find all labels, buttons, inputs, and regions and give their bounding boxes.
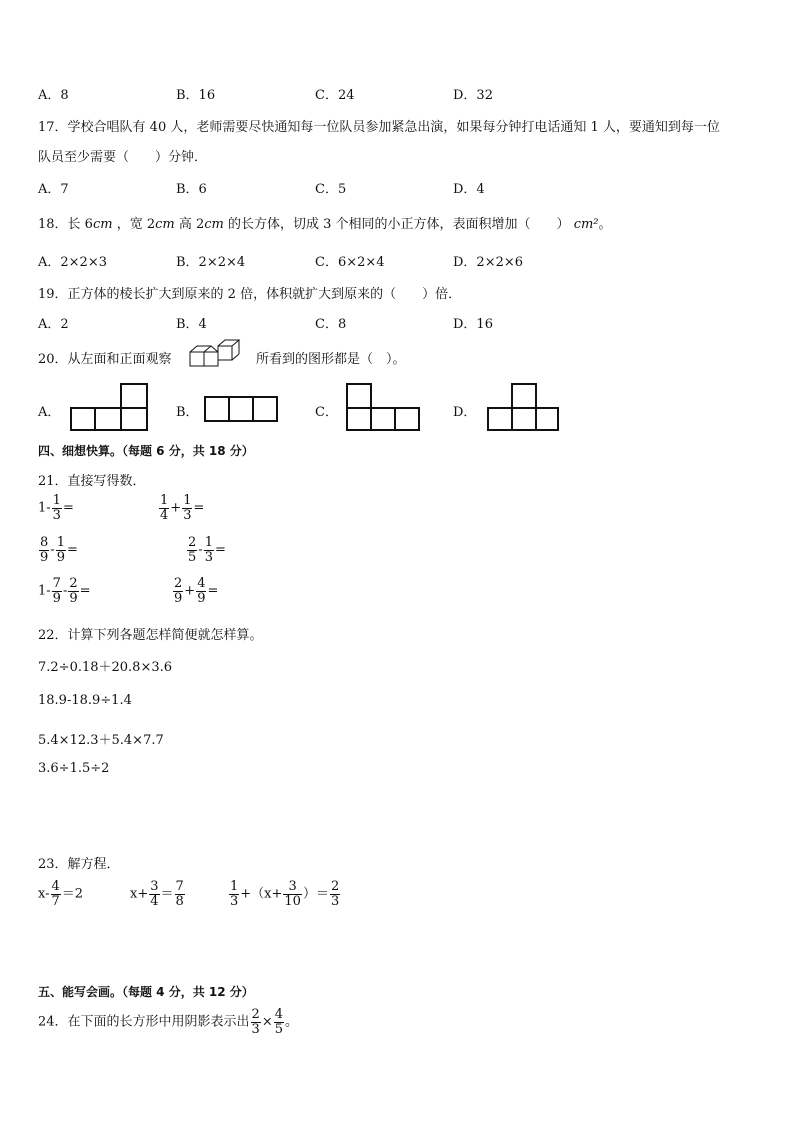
section-4-heading: 四、细想快算。（每题 6 分，共 18 分） [38,444,254,458]
q21-item-2: $\frac{1}{4}$ + $\frac{1}{3}$ = [160,493,205,523]
q20-option-b-label[interactable]: B． [176,405,199,420]
q19-option-d[interactable]: D．16 [453,317,493,332]
q24-question: 24．在下面的长方形中用阴影表示出 $\frac{2}{3}$ × $\frac{4}{5}$ 。 [38,1007,299,1037]
q18-unit-cm-3: cm [204,217,224,232]
q18-text-5: 。 [598,217,612,232]
q17-option-b[interactable]: B．6 [176,182,207,197]
q18-text-1: 18．长 6 [38,217,93,232]
q18-unit-cm-2: cm [155,217,175,232]
q23-equation-2: x+ $\frac{3}{4}$ ＝ $\frac{7}{8}$ [130,879,184,909]
q18-option-a[interactable]: A．2×2×3 [38,255,107,270]
q20-option-a-label[interactable]: A． [38,405,61,420]
q16-option-d[interactable]: D．32 [453,88,493,103]
q20-option-d-label[interactable]: D． [453,405,477,420]
q22-item-4: 3.6÷1.5÷2 [38,761,110,776]
q21-item-6: $\frac{2}{9}$ + $\frac{4}{9}$ = [174,576,219,606]
q23-title: 23．解方程． [38,857,120,872]
q20-option-a-shape[interactable] [70,383,150,431]
q22-item-1: 7.2÷0.18＋20.8×3.6 [38,660,173,675]
q18-unit-cm2: cm² [573,217,599,232]
q20-option-c-shape[interactable] [346,383,422,431]
q18-unit-cm-1: cm [92,217,113,232]
q22-item-3: 5.4×12.3＋5.4×7.7 [38,733,164,748]
q22-item-2: 18.9-18.9÷1.4 [38,693,132,708]
q19-question: 19．正方体的棱长扩大到原来的 2 倍，体积就扩大到原来的（ ）倍． [38,287,462,302]
q21-item-4: $\frac{2}{5}$ - $\frac{1}{3}$ = [188,535,226,565]
q20-text-1: 20．从左面和正面观察 [38,352,172,367]
q16-option-c[interactable]: C．24 [315,88,355,103]
q23-equation-3: $\frac{1}{3}$ +（x+ $\frac{3}{10}$ ）＝ $\frac{2}{3}$ [230,879,340,909]
q20-text-2: 所看到的图形都是（ ）。 [256,352,406,367]
q21-item-1: 1- $\frac{1}{3}$ = [38,493,74,523]
q20-option-d-shape[interactable] [487,383,563,431]
q21-title: 21．直接写得数． [38,474,146,489]
q19-option-b[interactable]: B．4 [176,317,207,332]
q17-line2: 队员至少需要（ ）分钟． [38,150,208,165]
q19-option-c[interactable]: C．8 [315,317,347,332]
q16-option-a[interactable]: A．8 [38,88,69,103]
q20-option-c-label[interactable]: C． [315,405,338,420]
q18-question [38,213,612,232]
q20-option-b-shape[interactable] [204,396,280,422]
q22-title: 22．计算下列各题怎样简便就怎样算。 [38,628,263,643]
q18-text-2: ，宽 2 [116,217,156,232]
q17-option-a[interactable]: A．7 [38,182,69,197]
q18-text-3: 高 2 [178,217,205,232]
q18-option-d[interactable]: D．2×2×6 [453,255,524,270]
q17-option-d[interactable]: D．4 [453,182,485,197]
q21-item-5: 1- $\frac{7}{9}$ - $\frac{2}{9}$ = [38,576,91,606]
section-5-heading: 五、能写会画。（每题 4 分，共 12 分） [38,985,254,999]
q18-option-b[interactable]: B．2×2×4 [176,255,246,270]
q16-option-b[interactable]: B．16 [176,88,216,103]
q18-text-4: 的长方体，切成 3 个相同的小正方体，表面积增加（ ） [228,217,570,232]
q18-option-c[interactable]: C．6×2×4 [315,255,385,270]
q17-option-c[interactable]: C．5 [315,182,347,197]
q17-line1: 17．学校合唱队有 40 人，老师需要尽快通知每一位队员参加紧急出演，如果每分钟打电话通知 1 人，要通知到每一位 [38,120,720,135]
q21-item-3: $\frac{8}{9}$ - $\frac{1}{9}$ = [40,535,78,565]
q23-equation-1: x- $\frac{4}{7}$ ＝2 [38,879,84,909]
q19-option-a[interactable]: A．2 [38,317,69,332]
cube-stack-figure [186,336,250,372]
